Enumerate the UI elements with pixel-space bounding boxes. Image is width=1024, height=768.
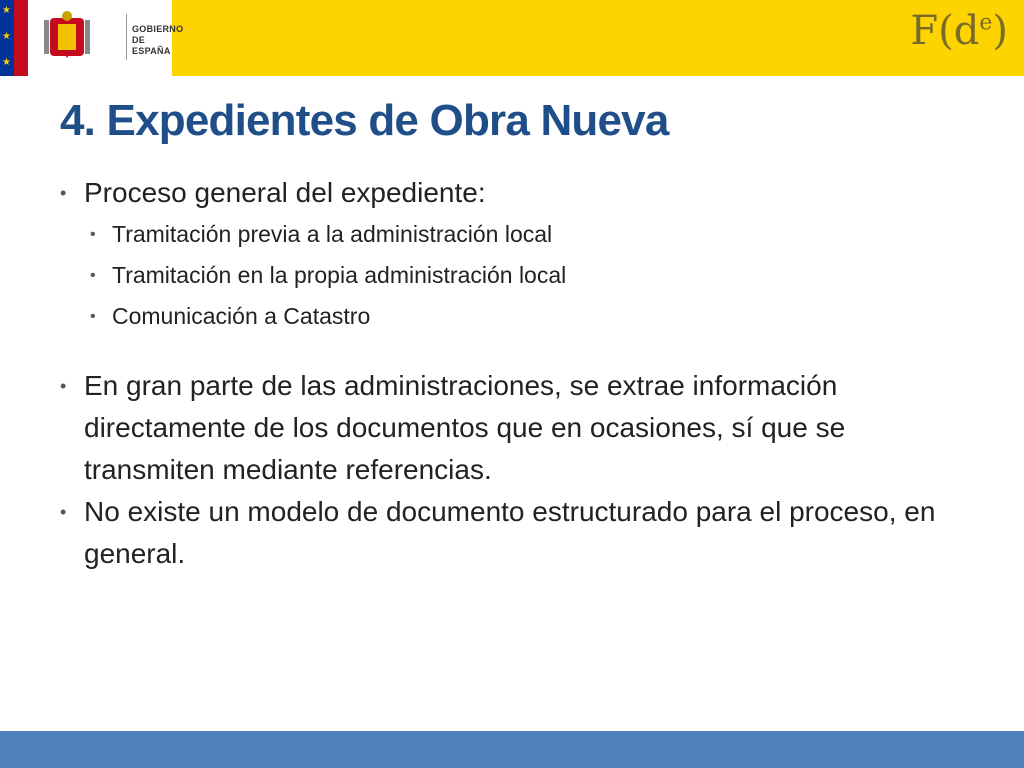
eu-flag-band xyxy=(0,0,14,76)
spain-flag-band xyxy=(14,0,28,76)
fde-logo-text: F(d xyxy=(910,8,980,54)
bullet-item: • Proceso general del expediente: xyxy=(60,172,960,214)
star-icon: ★ xyxy=(2,5,11,16)
logo-divider xyxy=(126,14,127,60)
fde-logo xyxy=(910,8,1008,54)
fde-logo-close: ) xyxy=(992,8,1008,54)
sub-bullet-item: • Tramitación en la propia administración local xyxy=(60,255,960,296)
spacer xyxy=(60,337,960,365)
eu-spain-flag-strip xyxy=(0,0,28,76)
slide-footer-bar xyxy=(0,731,1024,768)
slide-content xyxy=(60,172,960,575)
gov-line-2: DE ESPAÑA xyxy=(132,35,171,56)
slide-header xyxy=(0,0,1024,76)
star-icon: ★ xyxy=(2,31,11,42)
bullet-item: • En gran parte de las administraciones, se extrae información directamente de los documentos que en ocasiones, sí que se transmiten mediante referencias. xyxy=(60,365,960,491)
star-icon: ★ xyxy=(2,57,11,68)
sub-bullet-item: • Tramitación previa a la administración local xyxy=(60,214,960,255)
bullet-item: • No existe un modelo de documento estructurado para el proceso, en general. xyxy=(60,491,960,575)
government-logo xyxy=(28,0,184,76)
coat-of-arms-icon xyxy=(40,10,94,64)
government-label xyxy=(132,24,183,57)
slide-title: 4. Expedientes de Obra Nueva xyxy=(60,96,669,145)
sub-bullet-item: • Comunicación a Catastro xyxy=(60,296,960,337)
gov-line-1: GOBIERNO xyxy=(132,24,184,34)
fde-logo-sup: e xyxy=(979,10,993,36)
